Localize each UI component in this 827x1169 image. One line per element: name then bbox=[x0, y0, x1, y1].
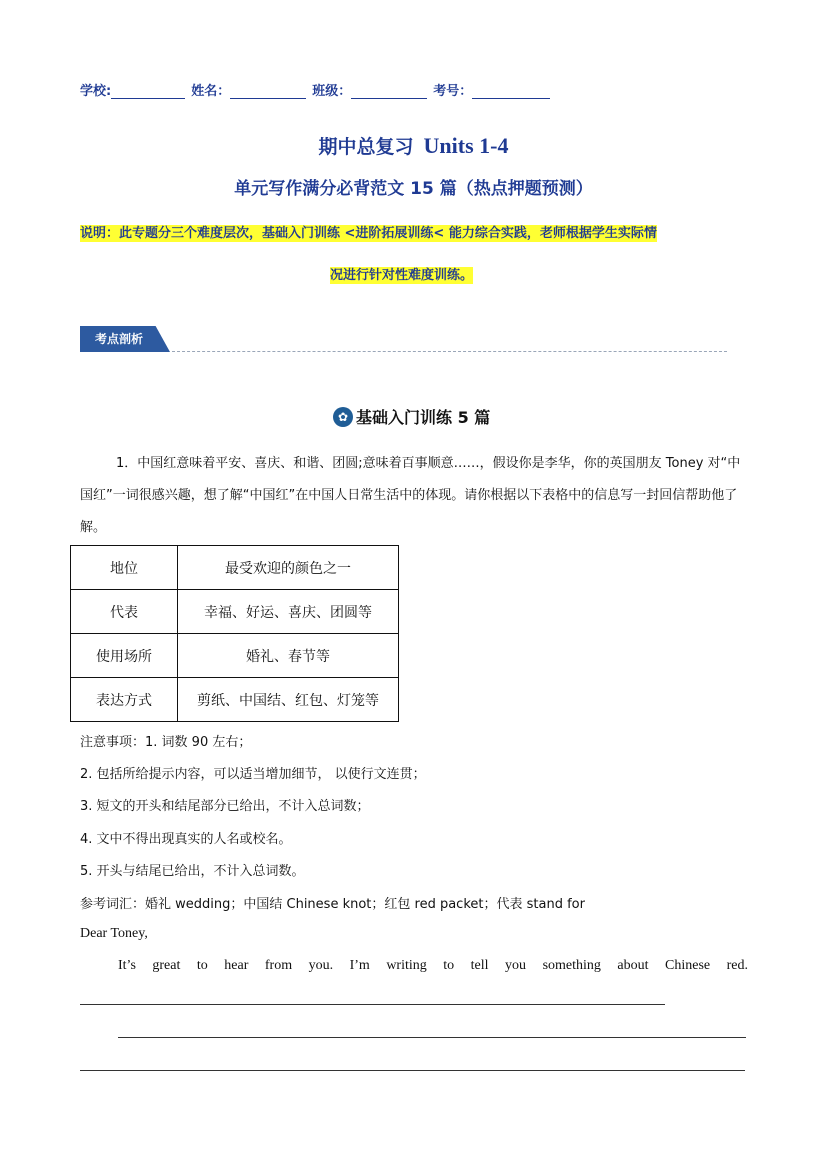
table-cell: 剪纸、中国结、红包、灯笼等 bbox=[178, 678, 399, 722]
table-row bbox=[71, 590, 399, 634]
note-item: 2. 包括所给提示内容，可以适当增加细节， 以使行文连贯； bbox=[80, 767, 426, 782]
page-title bbox=[0, 132, 827, 159]
table-cell: 幸福、好运、喜庆、团圆等 bbox=[178, 590, 399, 634]
section-title: 基础入门训练 5 篇 bbox=[356, 408, 491, 427]
table-cell: 最受欢迎的颜色之一 bbox=[178, 546, 399, 590]
note-item: 4. 文中不得出现真实的人名或校名。 bbox=[80, 832, 292, 847]
table-row bbox=[71, 678, 399, 722]
name-label: 姓名： bbox=[191, 84, 231, 99]
class-label: 班级： bbox=[312, 84, 352, 99]
table-cell: 使用场所 bbox=[71, 634, 178, 678]
name-field[interactable] bbox=[230, 84, 306, 99]
table-row bbox=[71, 546, 399, 590]
section-heading bbox=[333, 405, 490, 428]
section-divider bbox=[172, 351, 727, 352]
exam-no-label: 考号： bbox=[433, 84, 473, 99]
letter-opening: It’s great to hear from you. I’m writing to tell you something about Chinese red. bbox=[118, 958, 748, 973]
page-subtitle: 单元写作满分必背范文 15 篇（热点押题预测） bbox=[234, 179, 593, 199]
section-tab-label: 考点剖析 bbox=[95, 332, 144, 346]
writing-line[interactable] bbox=[118, 1037, 746, 1038]
info-table bbox=[70, 545, 399, 722]
school-field[interactable] bbox=[111, 84, 185, 99]
note-item: 注意事项：1. 词数 90 左右； bbox=[80, 735, 252, 750]
student-info-line bbox=[80, 80, 556, 99]
vocab-hint: 参考词汇：婚礼 wedding；中国结 Chinese knot；红包 red packet；代表 stand for bbox=[80, 897, 585, 912]
school-label: 学校: bbox=[80, 84, 112, 99]
table-cell: 表达方式 bbox=[71, 678, 178, 722]
writing-line[interactable] bbox=[80, 1004, 665, 1005]
title-cn: 期中总复习 bbox=[318, 136, 414, 158]
table-row bbox=[71, 634, 399, 678]
table-cell: 婚礼、春节等 bbox=[178, 634, 399, 678]
writing-line[interactable] bbox=[80, 1070, 745, 1071]
note-item: 3. 短文的开头和结尾部分已给出，不计入总词数； bbox=[80, 799, 370, 814]
note-item: 5. 开头与结尾已给出，不计入总词数。 bbox=[80, 864, 305, 879]
exam-no-field[interactable] bbox=[472, 84, 550, 99]
difficulty-note-line2: 况进行针对性难度训练。 bbox=[330, 268, 474, 283]
question-prompt: 1．中国红意味着平安、喜庆、和谐、团圆;意味着百事顺意……，假设你是李华，你的英国朋友 Toney 对“中国红”一词很感兴趣，想了解“中国红”在中国人日常生活中的体现。请你根据以下表格中的信息写一封回信帮助他了解。 bbox=[80, 456, 741, 535]
table-cell: 代表 bbox=[71, 590, 178, 634]
salutation: Dear Toney, bbox=[80, 926, 148, 941]
section-bullet-icon: ✿ bbox=[333, 407, 353, 427]
table-cell: 地位 bbox=[71, 546, 178, 590]
difficulty-note-line1: 说明：此专题分三个难度层次，基础入门训练 <进阶拓展训练< 能力综合实践，老师根据学生实际情 bbox=[80, 226, 657, 241]
title-units: Units 1-4 bbox=[423, 133, 509, 158]
class-field[interactable] bbox=[351, 84, 427, 99]
